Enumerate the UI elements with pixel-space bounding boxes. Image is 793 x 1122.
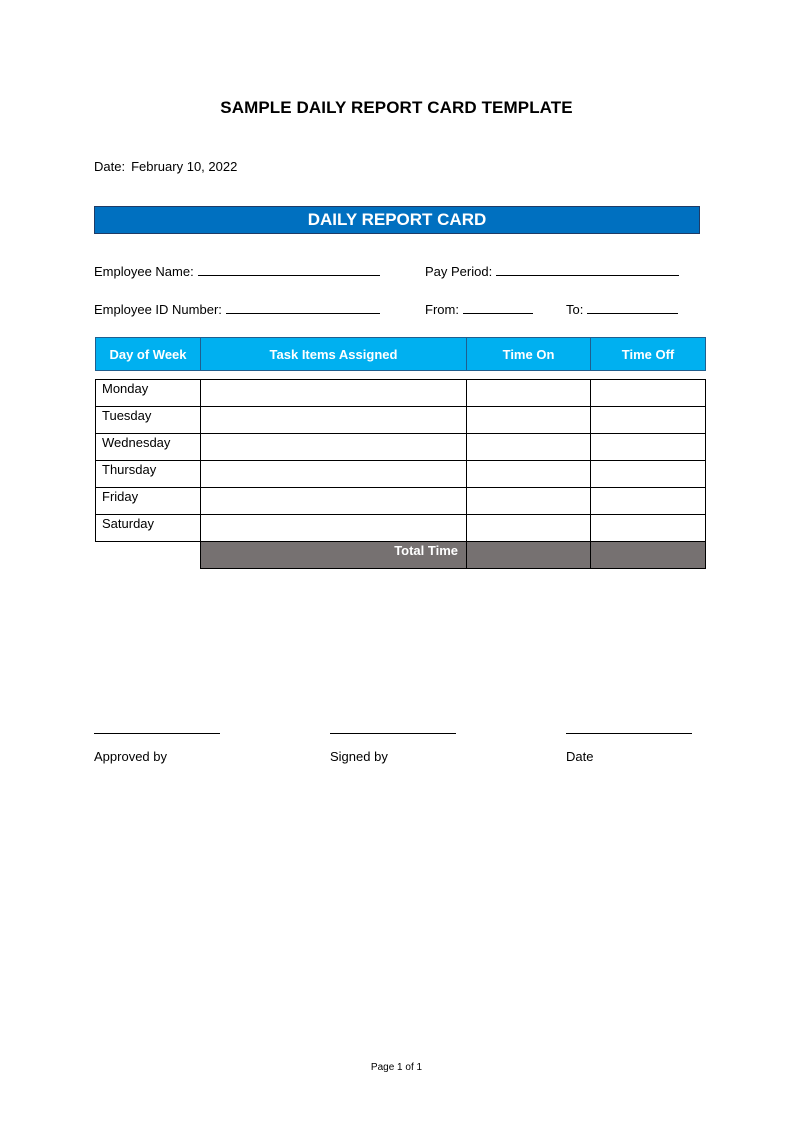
time-off-cell[interactable] — [591, 434, 706, 461]
table-row — [96, 407, 706, 434]
time-on-cell[interactable] — [467, 515, 591, 542]
day-cell: Tuesday — [96, 407, 201, 434]
day-cell: Friday — [96, 488, 201, 515]
task-cell[interactable] — [201, 461, 467, 488]
employee-name-field — [94, 263, 380, 279]
total-spacer — [96, 542, 201, 569]
approved-by-label: Approved by — [94, 749, 167, 764]
day-cell: Thursday — [96, 461, 201, 488]
table-row — [96, 461, 706, 488]
employee-name-label: Employee Name: — [94, 264, 194, 279]
pay-period-field — [425, 263, 679, 279]
signature-date-line[interactable] — [566, 733, 692, 734]
to-label: To: — [566, 302, 584, 317]
task-cell[interactable] — [201, 407, 467, 434]
report-card-banner: DAILY REPORT CARD — [94, 206, 700, 234]
day-cell: Monday — [96, 380, 201, 407]
pay-period-blank[interactable] — [496, 263, 679, 276]
pay-period-label: Pay Period: — [425, 264, 493, 279]
employee-id-label: Employee ID Number: — [94, 302, 222, 317]
header-task-items: Task Items Assigned — [201, 338, 467, 371]
date-label: Date: — [94, 159, 126, 174]
from-field — [425, 301, 533, 317]
page-number: Page 1 of 1 — [370, 1062, 423, 1073]
to-field — [566, 301, 678, 317]
date-value: February 10, 2022 — [131, 159, 238, 174]
to-blank[interactable] — [587, 301, 678, 314]
task-cell[interactable] — [201, 380, 467, 407]
day-cell: Wednesday — [96, 434, 201, 461]
time-off-cell[interactable] — [591, 461, 706, 488]
total-time-off-cell[interactable] — [591, 542, 706, 569]
total-row — [96, 542, 706, 569]
table-row — [96, 434, 706, 461]
employee-name-blank[interactable] — [198, 263, 380, 276]
time-on-cell[interactable] — [467, 407, 591, 434]
signature-date-label: Date — [566, 749, 594, 764]
approved-by-line[interactable] — [94, 733, 220, 734]
header-day-of-week: Day of Week — [96, 338, 201, 371]
signed-by-label: Signed by — [330, 749, 388, 764]
table-row — [96, 515, 706, 542]
signed-by-line[interactable] — [330, 733, 456, 734]
total-time-on-cell[interactable] — [467, 542, 591, 569]
employee-id-field — [94, 301, 380, 317]
total-time-label: Total Time — [201, 542, 467, 569]
day-cell: Saturday — [96, 515, 201, 542]
date-line — [94, 159, 237, 174]
time-off-cell[interactable] — [591, 488, 706, 515]
header-time-off: Time Off — [591, 338, 706, 371]
time-off-cell[interactable] — [591, 515, 706, 542]
time-on-cell[interactable] — [467, 380, 591, 407]
from-label: From: — [425, 302, 459, 317]
employee-id-blank[interactable] — [226, 301, 380, 314]
time-on-cell[interactable] — [467, 461, 591, 488]
task-cell[interactable] — [201, 434, 467, 461]
header-time-on: Time On — [467, 338, 591, 371]
table-header — [95, 337, 706, 371]
time-on-cell[interactable] — [467, 488, 591, 515]
table-row — [96, 488, 706, 515]
task-cell[interactable] — [201, 515, 467, 542]
document-title: SAMPLE DAILY REPORT CARD TEMPLATE — [220, 98, 573, 117]
time-off-cell[interactable] — [591, 407, 706, 434]
table-row — [96, 380, 706, 407]
from-blank[interactable] — [463, 301, 533, 314]
time-on-cell[interactable] — [467, 434, 591, 461]
time-off-cell[interactable] — [591, 380, 706, 407]
task-cell[interactable] — [201, 488, 467, 515]
report-table — [95, 379, 706, 569]
